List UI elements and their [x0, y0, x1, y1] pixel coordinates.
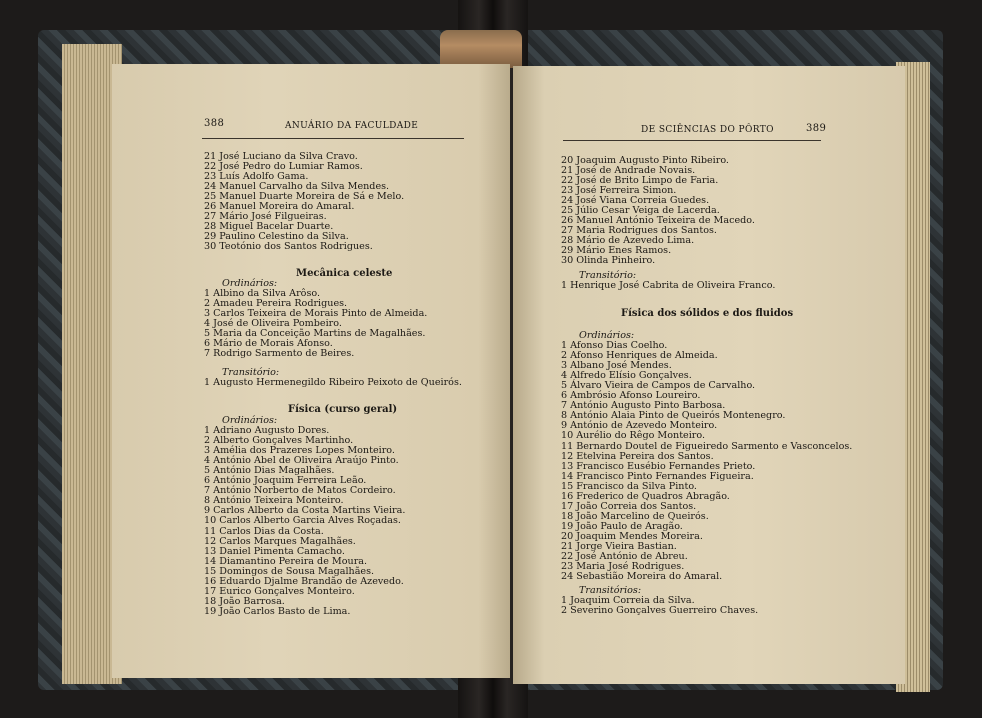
list-item: 24 Manuel Carvalho da Silva Mendes. [204, 181, 390, 193]
right-transitorio-top [561, 271, 775, 291]
list-item: 20 Joaquim Mendes Moreira. [561, 530, 703, 542]
list-item: 6 Mário de Morais Afonso. [204, 338, 333, 350]
list-item: 8 António Alaia Pinto de Queirós Montenegro. [561, 410, 786, 422]
list-item: 16 Frederico de Quadros Abragão. [561, 490, 730, 502]
ordinarios-label: Ordinários: [222, 415, 278, 426]
list-item: 22 José de Brito Limpo de Faria. [561, 175, 719, 187]
list-item: 12 Etelvina Pereira dos Santos. [561, 450, 714, 462]
list-item: 16 Eduardo Djalme Brandão de Azevedo. [204, 575, 404, 587]
right-page [513, 66, 905, 684]
list-item: 4 José de Oliveira Pombeiro. [204, 318, 342, 330]
list-item: 23 Maria José Rodrigues. [561, 561, 685, 573]
list-item: 21 José Luciano da Silva Cravo. [204, 151, 358, 162]
list-item: 24 José Viana Correia Guedes. [561, 195, 710, 207]
left-running-head: ANUÁRIO DA FACULDADE [285, 121, 419, 131]
transitorios-label: Transitórios: [579, 585, 642, 596]
ordinarios-label: Ordinários: [579, 330, 635, 341]
list-item: 2 Amadeu Pereira Rodrigues. [204, 298, 348, 310]
list-item: 2 Severino Gonçalves Guerreiro Chaves. [561, 605, 759, 617]
list-item: 5 Maria da Conceição Martins de Magalhães. [204, 328, 426, 340]
right-header-rule [563, 140, 821, 141]
binding-tab [440, 30, 522, 68]
list-item: 8 António Teixeira Monteiro. [204, 495, 344, 507]
solidos-list [561, 331, 852, 582]
right-running-head: DE SCIÊNCIAS DO PÔRTO [641, 125, 774, 135]
section-heading-mecanica: Mecânica celeste [296, 268, 393, 279]
list-item: 3 Albano José Mendes. [561, 360, 672, 372]
list-item: 30 Olinda Pinheiro. [561, 255, 656, 267]
list-item: 18 João Marcelino de Queirós. [561, 510, 709, 522]
list-item: 19 João Carlos Basto de Lima. [204, 605, 351, 617]
list-item: 4 Alfredo Elísio Gonçalves. [561, 370, 692, 382]
list-item: 25 Manuel Duarte Moreira de Sá e Melo. [204, 191, 405, 203]
list-item: 3 Amélia dos Prazeres Lopes Monteiro. [204, 445, 395, 457]
ordinarios-label: Ordinários: [222, 278, 278, 289]
section-heading-solidos: Física dos sólidos e dos fluidos [621, 308, 794, 319]
list-item: 1 Joaquim Correia da Silva. [561, 595, 695, 607]
list-item: 25 Júlio Cesar Veiga de Lacerda. [561, 205, 720, 217]
list-item: 6 António Joaquim Ferreira Leão. [204, 475, 367, 487]
list-item: 17 João Correia dos Santos. [561, 500, 697, 512]
left-list-top [204, 152, 404, 252]
list-item: 11 Carlos Dias da Costa. [204, 525, 324, 537]
mecanica-transitorio [204, 368, 462, 388]
list-item: 5 Álvaro Vieira de Campos de Carvalho. [561, 380, 756, 392]
list-item: 27 Maria Rodrigues dos Santos. [561, 225, 717, 237]
list-item: 19 João Paulo de Aragão. [561, 520, 683, 532]
list-item: 2 Afonso Henriques de Almeida. [561, 350, 718, 362]
list-item: 20 Joaquim Augusto Pinto Ribeiro. [561, 155, 729, 166]
list-item: 1 Adriano Augusto Dores. [204, 425, 330, 437]
list-item: 14 Diamantino Pereira de Moura. [204, 555, 368, 567]
list-item: 27 Mário José Filgueiras. [204, 211, 327, 223]
transitorio-label: Transitório: [579, 270, 637, 281]
solidos-transitorios [561, 586, 758, 616]
list-item: 5 António Dias Magalhães. [204, 465, 335, 477]
list-item: 15 Domingos de Sousa Magalhães. [204, 565, 375, 577]
list-item: 18 João Barrosa. [204, 595, 285, 607]
list-item: 17 Eurico Gonçalves Monteiro. [204, 585, 355, 597]
list-item: 12 Carlos Marques Magalhães. [204, 535, 356, 547]
list-item: 7 António Augusto Pinto Barbosa. [561, 400, 726, 412]
list-item: 10 Carlos Alberto Garcia Alves Roçadas. [204, 515, 401, 527]
left-header-rule [202, 138, 464, 139]
section-heading-fisica: Física (curso geral) [288, 404, 398, 415]
transitorio-label: Transitório: [222, 367, 280, 378]
list-item: 23 Luís Adolfo Gama. [204, 171, 309, 183]
list-item: 13 Francisco Eusébio Fernandes Prieto. [561, 460, 756, 472]
list-item: 1 Albino da Silva Arôso. [204, 288, 321, 300]
list-item: 21 Jorge Vieira Bastian. [561, 540, 677, 552]
right-page-number: 389 [806, 123, 827, 134]
list-item: 3 Carlos Teixeira de Morais Pinto de Almeida. [204, 308, 428, 320]
list-item: 22 José António de Abreu. [561, 551, 688, 563]
list-item: 28 Mário de Azevedo Lima. [561, 235, 695, 247]
list-item: 13 Daniel Pimenta Camacho. [204, 545, 345, 557]
list-item: 7 António Norberto de Matos Cordeiro. [204, 485, 396, 497]
list-item: 1 Henrique José Cabrita de Oliveira Franco. [561, 280, 776, 292]
mecanica-list [204, 279, 427, 359]
list-item: 26 Manuel António Teixeira de Macedo. [561, 215, 755, 227]
list-item: 1 Augusto Hermenegildo Ribeiro Peixoto de Queirós. [204, 377, 462, 389]
list-item: 14 Francisco Pinto Fernandes Figueira. [561, 470, 754, 482]
list-item: 15 Francisco da Silva Pinto. [561, 480, 697, 492]
list-item: 30 Teotónio dos Santos Rodrigues. [204, 241, 373, 253]
list-item: 26 Manuel Moreira do Amaral. [204, 201, 355, 213]
list-item: 1 Afonso Dias Coelho. [561, 340, 668, 352]
list-item: 21 José de Andrade Novais. [561, 165, 696, 177]
left-page-number: 388 [204, 118, 225, 129]
list-item: 9 António de Azevedo Monteiro. [561, 420, 718, 432]
list-item: 29 Paulino Celestino da Silva. [204, 231, 349, 243]
list-item: 7 Rodrigo Sarmento de Beires. [204, 348, 355, 360]
fisica-list [204, 416, 405, 617]
list-item: 11 Bernardo Doutel de Figueiredo Sarmento e Vasconcelos. [561, 440, 853, 452]
list-item: 29 Mário Enes Ramos. [561, 245, 672, 257]
list-item: 2 Alberto Gonçalves Martinho. [204, 435, 354, 447]
list-item: 9 Carlos Alberto da Costa Martins Vieira. [204, 505, 406, 517]
list-item: 10 Aurélio do Rêgo Monteiro. [561, 430, 706, 442]
list-item: 22 José Pedro do Lumiar Ramos. [204, 161, 363, 173]
list-item: 28 Miguel Bacelar Duarte. [204, 221, 334, 233]
list-item: 4 António Abel de Oliveira Araújo Pinto. [204, 455, 399, 467]
right-list-top [561, 156, 755, 267]
list-item: 23 José Ferreira Simon. [561, 185, 677, 197]
left-page [112, 64, 510, 678]
list-item: 6 Ambrósio Afonso Loureiro. [561, 390, 701, 402]
list-item: 24 Sebastião Moreira do Amaral. [561, 571, 723, 583]
